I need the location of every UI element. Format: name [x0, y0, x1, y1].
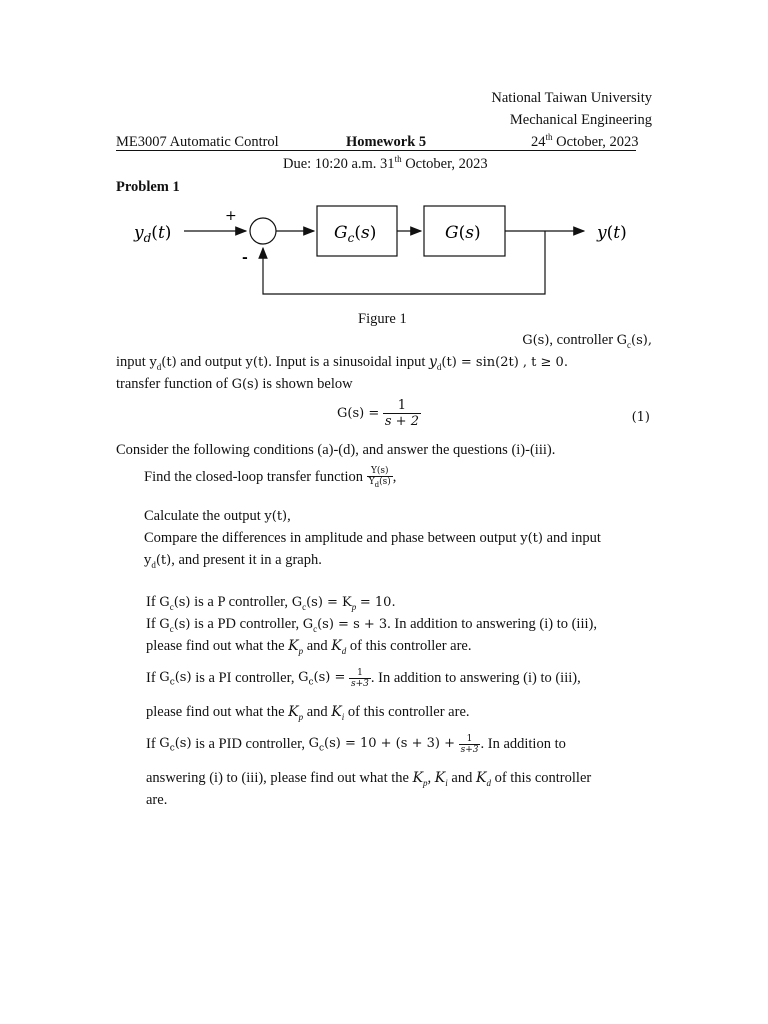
- condition-c-line-2: please find out what the $K_p$ and $K_i$ of this controller are.: [146, 704, 470, 722]
- due-date: Due: 10:20 a.m. 31th October, 2023: [283, 154, 488, 172]
- condition-d-line-2: answering (i) to (iii), please find out what the $K_p$, $K_i$ and $K_d$ of this controller: [146, 770, 592, 788]
- minus-sign: -: [242, 250, 248, 266]
- homework-date: 24th October, 2023: [531, 132, 639, 150]
- header-rule: [116, 150, 636, 151]
- question-iii-line-1: Compare the differences in amplitude and phase between output y(t) and input: [144, 530, 601, 546]
- statement-line-3: transfer function of G(s) is shown below: [116, 376, 353, 392]
- question-i: Find the closed-loop transfer function $\frac{Y(s)}{Y_d(s)}$ ,: [144, 466, 397, 489]
- equation-tag: (1): [631, 410, 650, 425]
- input-label: $y_d(t)$: [134, 223, 172, 245]
- plant-label: G(s): [445, 223, 481, 243]
- conditions-intro: Consider the following conditions (a)-(d), and answer the questions (i)-(iii).: [116, 442, 556, 458]
- statement-line-2: input $y_d(t)$ and output y(t). Input is a sinusoidal input $y_d(t) = \sin(2t)$ , t ≥ 0.: [116, 354, 568, 372]
- problem-title: Problem 1: [116, 179, 180, 195]
- controller-label: $G_c(s)$: [334, 223, 377, 245]
- output-label: y(t): [597, 223, 627, 243]
- equation-1: G(s) = $\frac{1}{s + 2}$: [337, 398, 419, 429]
- condition-a: If $G_c(s)$ is a P controller, $G_c(s) = K_p = 10$.: [146, 594, 396, 612]
- condition-c-line-1: If $G_c(s)$ is a PI controller, $G_c(s)$ = $\frac{1}{s+3}$ . In addition to answering (i) to (iii),: [146, 668, 581, 689]
- course-title: ME3007 Automatic Control: [116, 134, 279, 150]
- question-iii-line-2: $y_d(t)$, and present it in a graph.: [144, 552, 322, 570]
- department-name: Mechanical Engineering: [509, 112, 652, 128]
- plus-sign: +: [225, 208, 237, 224]
- homework-title: Homework 5: [346, 134, 427, 150]
- block-diagram: [0, 196, 768, 306]
- condition-d-line-1: If $G_c(s)$ is a PID controller, $G_c(s) = 10 + (s + 3)$ + $\frac{1}{s+3}$ . In addition to: [146, 734, 566, 755]
- summing-junction: [250, 218, 276, 244]
- question-ii: Calculate the output y(t),: [144, 508, 291, 524]
- condition-b-line-1: If $G_c(s)$ is a PD controller, $G_c(s) = s + 3$. In addition to answering (i) to (iii),: [146, 616, 597, 634]
- condition-d-line-3: are.: [146, 792, 168, 808]
- figure-caption: Figure 1: [358, 311, 407, 327]
- statement-line-1: G(s), controller $G_c(s)$,: [522, 332, 652, 350]
- university-name: National Taiwan University: [491, 90, 652, 106]
- condition-b-line-2: please find out what the $K_p$ and $K_d$ of this controller are.: [146, 638, 472, 656]
- feedback-path: [263, 231, 545, 294]
